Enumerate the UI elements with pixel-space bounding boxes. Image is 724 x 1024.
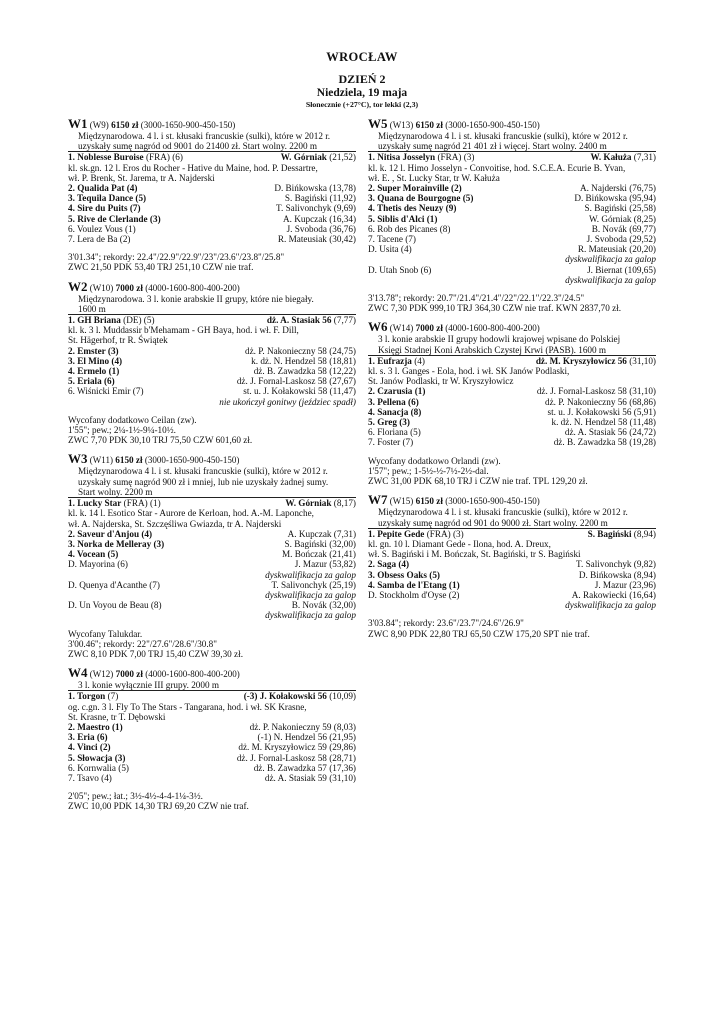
- placing-row: [68, 183, 356, 193]
- placing-row: [368, 407, 656, 417]
- placing-horse: 6. Floriana (5): [368, 427, 421, 438]
- placing-horse: 2. Super Morainville (2): [368, 183, 462, 194]
- placing-horse: 3. Eria (6): [68, 732, 108, 743]
- race-description: Międzynarodowa 4 l. i st. kłusaki francuskie (sulki), które w 2012 r.: [378, 507, 628, 518]
- spacer: [368, 448, 656, 456]
- race-footer-line: Wycofany Talukdar.: [68, 628, 143, 639]
- winner-horse: 1. GH Briana: [68, 315, 121, 326]
- race-subcode: (W9): [89, 120, 109, 130]
- race-note: nie ukończył gonitwy (jeździec spadł): [219, 396, 356, 407]
- race-prize: 6150 zł: [415, 120, 443, 130]
- race-header: [368, 118, 656, 131]
- race-code: W3: [68, 451, 88, 467]
- placing-row: [68, 234, 356, 244]
- placing-rider: W. Górniak (8,25): [588, 213, 656, 224]
- winner-name: 1. Noblesse Buroise (FRA) (6): [68, 152, 183, 163]
- winner-name: 1. Lucky Star (FRA) (1): [68, 498, 161, 509]
- spacer: [68, 407, 356, 415]
- placing-row: [68, 224, 356, 234]
- race-footer-line: 3'13.78"; rekordy: 20.7"/21.4"/21.4"/22"/22.1"/22.3"/24.5": [368, 293, 585, 304]
- race-header: [368, 494, 656, 507]
- placing-rider: B. Novák (69,77): [591, 223, 656, 234]
- placing-rider: J. Mazur (23,96): [594, 579, 656, 590]
- placing-horse: 7. Tacene (7): [368, 234, 416, 245]
- placing-row: [68, 600, 356, 610]
- placing-rider: R. Mateusiak (30,42): [277, 234, 356, 245]
- placing-horse: 7. Lera de Ba (2): [68, 234, 131, 245]
- race-footer-line: Wycofany dodatkowo Orlandi (zw).: [368, 455, 501, 466]
- race-description: Start wolny. 2200 m: [68, 487, 356, 498]
- placing-horse: D. Stockholm d'Oyse (2): [368, 589, 460, 600]
- disqualification-note: dyskwalifikacja za galop: [565, 254, 656, 265]
- race-footer-line: 2'05"; pew.; łat.; 3½-4½-4-4-1¼-3½.: [68, 791, 203, 802]
- placing-horse: 3. Quana de Bourgogne (5): [368, 193, 474, 204]
- race-code: W6: [368, 319, 388, 335]
- winner-row: [68, 498, 356, 508]
- race-description: 3 l. konie wyłącznie III grupy. 2000 m: [68, 680, 356, 691]
- winner-rider: W. Kałuża (7,31): [590, 152, 656, 163]
- placing-row: [68, 580, 356, 590]
- race-header: [368, 321, 656, 334]
- placing-horse: D. Utah Snob (6): [368, 264, 432, 275]
- race-footer-line: ZWC 7,70 PDK 30,10 TRJ 75,50 CZW 601,60 zł.: [68, 435, 253, 446]
- placing-rider: S. Bagiński (25,58): [584, 203, 656, 214]
- winner-row: [368, 356, 656, 366]
- placing-row: [368, 234, 656, 244]
- winner-row: [368, 152, 656, 162]
- race-description: Międzynarodowa 4 l. i st. kłusaki francuskie (sulki), które w 2012 r.: [78, 466, 328, 477]
- placing-horse: 5. Siblis d'Alci (1): [368, 213, 438, 224]
- winner-horse: 1. Torgon: [68, 691, 106, 702]
- placing-horse: 3. Obsess Oaks (5): [368, 569, 440, 580]
- placing-horse: D. Mayorina (6): [68, 559, 128, 570]
- race-block: [68, 118, 356, 273]
- placing-row: [68, 346, 356, 356]
- race-prize: 6150 zł: [415, 496, 443, 507]
- placing-row: [368, 427, 656, 437]
- race-description: uzyskały sumę nagród 21 401 zł i więcej. Start wolny. 2400 m: [368, 141, 656, 152]
- winner-row: [68, 152, 356, 162]
- placing-horse: 4. Vocean (5): [68, 549, 119, 560]
- placing-rider: dż. P. Nakonieczny 58 (24,75): [245, 345, 356, 356]
- race-code: W2: [68, 278, 88, 294]
- placing-horse: D. Usita (4): [368, 244, 412, 255]
- placing-rider: S. Bagiński (11,92): [284, 193, 356, 204]
- placing-rider: D. Bińkowska (13,78): [274, 183, 356, 194]
- race-footer-line: ZWC 10,00 PDK 14,30 TRJ 69,20 CZW nie traf.: [68, 801, 249, 812]
- placing-horse: 3. El Mino (4): [68, 355, 123, 366]
- race-description: Międzynarodowa. 3 l. konie arabskie II grupy, które nie biegały.: [78, 293, 314, 304]
- race-description: uzyskały sumę nagród 900 zł i mniej, lub nie uzyskały żadnej sumy.: [78, 476, 329, 487]
- race-header: [68, 278, 356, 294]
- placing-rider: st. u. J. Kołakowski 58 (11,47): [243, 386, 356, 397]
- placing-rider: dż. J. Fornal-Laskosz 58 (28,71): [236, 752, 356, 763]
- winner-rider-name: W. Górniak: [280, 152, 327, 163]
- race-block: [68, 278, 356, 446]
- race-code: W5: [368, 116, 388, 131]
- placing-horse: 4. Sire du Puits (7): [68, 203, 141, 214]
- placing-rider: dż. A. Stasiak 56 (24,72): [564, 427, 656, 438]
- pedigree-line: wł. A. Najderska, St. Szczęśliwa Gwiazda, tr A. Najderski: [68, 518, 282, 529]
- placing-row: [368, 580, 656, 590]
- race-footer-line: ZWC 31,00 PDK 68,10 TRJ i CZW nie traf. TPL 129,20 zł.: [368, 476, 588, 487]
- placing-row: [68, 214, 356, 224]
- placing-rider: A. Rakowiecki (16,64): [571, 589, 656, 600]
- disqualification-note: dyskwalifikacja za galop: [265, 589, 356, 600]
- race-code: W4: [68, 665, 88, 681]
- placing-rider: B. Novák (32,00): [291, 600, 356, 611]
- pedigree-line: wł. S. Bagiński i M. Bończak, St. Bagiński, tr S. Bagiński: [368, 549, 581, 560]
- winner-horse: 1. Eufrazja: [368, 355, 412, 366]
- race-subcode: (W11): [89, 455, 113, 466]
- placing-horse: 5. Eriala (6): [68, 376, 115, 387]
- race-header: [68, 667, 356, 680]
- placing-horse: 2. Saveur d'Anjou (4): [68, 528, 153, 539]
- placing-horse: 6. Rob des Picanes (8): [368, 223, 451, 234]
- winner-rider-name: S. Bagiński: [587, 528, 632, 539]
- placing-rider: J. Biernat (109,65): [587, 264, 656, 275]
- placing-rider: D. Bińkowska (8,94): [578, 569, 656, 580]
- race-footer-line: ZWC 8,90 PDK 22,80 TRJ 65,50 CZW 175,20 SPT nie traf.: [368, 628, 590, 639]
- winner-rider-name: dż. A. Stasiak 56: [266, 315, 332, 326]
- race-prize-split: (3000-1650-900-450-150): [140, 120, 236, 130]
- placing-rider: A. Kupczak (7,31): [287, 528, 356, 539]
- weather-line: Słonecznie (+27°C), tor lekki (2,3): [305, 100, 419, 109]
- placing-horse: 3. Tequila Dance (5): [68, 193, 147, 204]
- placing-row: [68, 203, 356, 213]
- pedigree-line: St. Hägerhof, tr R. Świątek: [68, 335, 168, 346]
- race-description: Międzynarodowa. 4 l. i st. kłusaki francuskie (sulki), które w 2012 r.: [78, 131, 331, 141]
- pedigree-line: wł. P. Brenk, St. Jarema, tr A. Najderski: [68, 172, 215, 183]
- placing-row: [68, 193, 356, 203]
- placing-horse: 3. Pellena (6): [368, 396, 419, 407]
- race-block: [368, 118, 656, 313]
- disqualification-note: dyskwalifikacja za galop: [265, 569, 356, 580]
- placing-horse: 2. Qualida Pat (4): [68, 183, 138, 194]
- race-description: uzyskały sumę nagród od 901 do 9000 zł. Start wolny. 2200 m: [368, 518, 656, 529]
- placing-row: [368, 244, 656, 254]
- disqualification-note: dyskwalifikacja za galop: [565, 274, 656, 285]
- placing-rider: T. Salivonchyk (9,82): [576, 559, 656, 570]
- race-footer-line: 1'57"; pew.; 1-5½-½-7½-2½-dal.: [368, 465, 489, 476]
- winner-rider: W. Górniak (8,17): [285, 498, 356, 509]
- placing-row: [68, 539, 356, 549]
- race-footer-line: 1'55"; pew.; 2¼-1½-9¼-10½.: [68, 425, 176, 436]
- winner-name: 1. GH Briana (DE) (5): [68, 315, 155, 326]
- placing-horse: 6. Kornwalia (5): [68, 762, 129, 773]
- race-prize-split: (3000-1650-900-450-150): [144, 455, 240, 466]
- placing-horse: 7. Foster (7): [368, 437, 414, 448]
- placing-row: [68, 763, 356, 773]
- winner-name: 1. Nitisa Josselyn (FRA) (3): [368, 152, 475, 163]
- pedigree-line: St. Krasne, tr T. Dębowski: [68, 711, 166, 722]
- placing-row: [368, 590, 656, 600]
- pedigree-line: St. Janów Podlaski, tr W. Kryszyłowicz: [368, 376, 514, 387]
- placing-rider: dż. M. Kryszyłowicz 59 (29,86): [238, 742, 356, 753]
- placing-horse: 3. Norka de Melleray (3): [68, 538, 165, 549]
- winner-row: [68, 315, 356, 325]
- placing-rider: k. dż. N. Hendzel 58 (11,48): [551, 417, 656, 428]
- placing-rider: k. dż. N. Hendzel 58 (18,81): [251, 355, 356, 366]
- disqualification-note: dyskwalifikacja za galop: [265, 610, 356, 621]
- race-subcode: (W12): [89, 669, 114, 680]
- placing-horse: 4. Ermelo (1): [68, 366, 120, 377]
- placing-row: [68, 386, 356, 396]
- race-description: Międzynarodowa 4 l. i st. kłusaki francuskie (sulki), które w 2012 r.: [378, 131, 628, 141]
- winner-rider-name: W. Górniak: [285, 498, 332, 509]
- race-description: 3 l. konie arabskie II grupy hodowli krajowej wpisane do Polskiej: [378, 334, 621, 345]
- race-code: W1: [68, 116, 88, 131]
- placing-rider: st. u. J. Kołakowski 56 (5,91): [547, 406, 656, 417]
- city-title: WROCŁAW: [326, 50, 398, 64]
- placing-row: [68, 549, 356, 559]
- placing-row: [68, 356, 356, 366]
- race-block: [368, 321, 656, 486]
- pedigree-line: wł. E. , St. Lucky Star, tr W. Kałuża: [368, 172, 500, 183]
- placing-horse: 6. Wiśnicki Emir (7): [68, 386, 144, 397]
- winner-rider: (-3) J. Kołakowski 56 (10,09): [243, 691, 356, 702]
- placing-rider: M. Bończak (21,41): [282, 549, 356, 560]
- placing-row: [68, 773, 356, 783]
- placing-rider: A. Kupczak (16,34): [283, 213, 356, 224]
- spacer: [68, 244, 356, 252]
- placing-horse: 4. Vinci (2): [68, 742, 111, 753]
- race-prize: 7000 zł: [115, 282, 143, 293]
- race-prize-split: (4000-1600-800-400-200): [145, 282, 240, 293]
- placing-horse: 6. Voulez Vous (1): [68, 223, 136, 234]
- placing-row: [68, 742, 356, 752]
- race-prize-split: (3000-1650-900-450-150): [445, 120, 540, 130]
- race-prize: 7000 zł: [415, 323, 443, 334]
- placing-rider: dż. B. Zawadzka 58 (12,22): [253, 366, 356, 377]
- placing-horse: 2. Saga (4): [368, 559, 410, 570]
- winner-rider-name: (-3) J. Kołakowski 56: [243, 691, 327, 702]
- race-subcode: (W13): [389, 120, 414, 130]
- disqualification-note: dyskwalifikacja za galop: [565, 600, 656, 611]
- placing-row: [368, 397, 656, 407]
- placing-row: [68, 753, 356, 763]
- race-prize-split: (4000-1600-800-400-200): [445, 323, 540, 334]
- pedigree-line: kl. k. 12 l. Himo Josselyn - Convoitise, hod. S.C.E.A. Ecurie B. Yvan,: [368, 162, 626, 173]
- placing-row: [368, 437, 656, 447]
- placing-horse: D. Quenya d'Acanthe (7): [68, 579, 160, 590]
- placing-row: [368, 417, 656, 427]
- placing-row: [368, 203, 656, 213]
- race-footer-line: ZWC 21,50 PDK 53,40 TRJ 251,10 CZW nie traf.: [68, 262, 254, 273]
- placing-row: [368, 183, 656, 193]
- placing-horse: 4. Sanacja (8): [368, 406, 422, 417]
- placing-row: [368, 386, 656, 396]
- race-header: [68, 453, 356, 466]
- placing-row: [68, 559, 356, 569]
- winner-horse: 1. Lucky Star: [68, 498, 122, 509]
- placing-row: [368, 224, 656, 234]
- placing-horse: 2. Emster (3): [68, 345, 119, 356]
- race-block: [68, 667, 356, 811]
- placing-row: [368, 559, 656, 569]
- placing-rider: T. Salivonchyk (25,19): [271, 579, 356, 590]
- race-block: [68, 453, 356, 659]
- placing-row: [68, 376, 356, 386]
- placing-rider: D. Bińkowska (95,94): [574, 193, 656, 204]
- placing-horse: 5. Rive de Clerlande (3): [68, 213, 161, 224]
- right-column: [368, 118, 656, 647]
- placing-row: [368, 214, 656, 224]
- race-code: W7: [368, 492, 388, 508]
- race-prize-split: (4000-1600-800-400-200): [145, 669, 240, 680]
- placing-rider: dż. P. Nakonieczny 56 (68,86): [545, 396, 656, 407]
- placing-row: [368, 570, 656, 580]
- pedigree-line: kl. sk.gn. 12 l. Eros du Rocher - Hative du Maine, hod. P. Dessartre,: [68, 162, 318, 173]
- placing-rider: J. Svoboda (29,52): [586, 234, 656, 245]
- race-description: uzyskały sumę nagród od 9001 do 21400 zł. Start wolny. 2200 m: [68, 141, 356, 152]
- placing-horse: 2. Maestro (1): [68, 721, 123, 732]
- spacer: [368, 610, 656, 618]
- winner-horse: 1. Nitisa Josselyn: [368, 152, 436, 163]
- race-footer-line: Wycofany dodatkowo Ceilan (zw).: [68, 414, 197, 425]
- placing-horse: 2. Czarusia (1): [368, 386, 426, 397]
- race-prize: 7000 zł: [115, 669, 143, 680]
- pedigree-line: kl. k. 14 l. Esotico Star - Aurore de Kerloan, hod. A.-M. Laponche,: [68, 508, 314, 519]
- placing-rider: dż. J. Fornal-Laskosz 58 (27,67): [236, 376, 356, 387]
- race-block: [368, 494, 656, 638]
- placing-horse: 5. Greg (3): [368, 417, 410, 428]
- race-footer-line: 3'03.84"; rekordy: 23.6"/23.7"/24.6"/26.9": [368, 618, 524, 629]
- spacer: [68, 783, 356, 791]
- placing-row: [68, 529, 356, 539]
- race-footer-line: 3'01.34"; rekordy: 22.4"/22.9"/22.9"/23"/23.6"/23.8"/25.8": [68, 252, 285, 263]
- race-footer-line: ZWC 7,30 PDK 999,10 TRJ 364,30 CZW nie traf. KWN 2837,70 zł.: [368, 303, 622, 314]
- placing-rider: dż. J. Fornal-Laskosz 58 (31,10): [536, 386, 656, 397]
- winner-rider-name: dż. M. Kryszyłowicz 56: [535, 355, 627, 366]
- winner-horse: 1. Pepite Gede: [368, 528, 425, 539]
- placing-rider: T. Salivonchyk (9,69): [276, 203, 356, 214]
- winner-rider: dż. M. Kryszyłowicz 56 (31,10): [535, 355, 656, 366]
- winner-row: [368, 529, 656, 539]
- winner-name: 1. Pepite Gede (FRA) (3): [368, 528, 464, 539]
- placing-row: [68, 722, 356, 732]
- placing-rider: dż. A. Stasiak 59 (31,10): [264, 772, 356, 783]
- race-header: [68, 118, 356, 131]
- placing-rider: S. Bagiński (32,00): [284, 538, 356, 549]
- pedigree-line: kl. k. 3 l. Muddassir b'Mehamam - GH Baya, hod. i wł. F. Dill,: [68, 325, 299, 336]
- pedigree-line: kl. s. 3 l. Ganges - Eola, hod. i wł. SK Janów Podlaski,: [368, 366, 570, 377]
- placing-rider: (-1) N. Hendzel 56 (21,95): [257, 732, 356, 743]
- placing-horse: 5. Słowacja (3): [68, 752, 126, 763]
- placing-horse: D. Un Voyou de Beau (8): [68, 600, 162, 611]
- placing-rider: R. Mateusiak (20,20): [577, 244, 656, 255]
- spacer: [68, 621, 356, 629]
- pedigree-line: kl. gn. 10 l. Diamant Gede - Ilona, hod. A. Dreux,: [368, 538, 551, 549]
- race-description: 1600 m: [68, 304, 356, 315]
- left-column: [68, 118, 356, 820]
- winner-row: [68, 691, 356, 701]
- pedigree-line: og. c.gn. 3 l. Fly To The Stars - Tangarana, hod. i wł. SK Krasne,: [68, 701, 307, 712]
- date-title: Niedziela, 19 maja: [316, 87, 408, 99]
- winner-rider: W. Górniak (21,52): [280, 152, 356, 163]
- race-subcode: (W15): [389, 496, 414, 507]
- placing-horse: 4. Samba de l'Etang (1): [368, 579, 460, 590]
- winner-name: 1. Torgon (7): [68, 691, 119, 702]
- placing-rider: A. Najderski (76,75): [579, 183, 656, 194]
- placing-rider: dż. P. Nakonieczny 59 (8,03): [249, 721, 356, 732]
- race-footer-line: 3'00.46"; rekordy: 22"/27.6"/28.6"/30.8": [68, 638, 218, 649]
- race-subcode: (W10): [89, 282, 114, 293]
- placing-horse: 7. Tsavo (4): [68, 772, 112, 783]
- winner-rider: S. Bagiński (8,94): [587, 528, 656, 539]
- race-prize-split: (3000-1650-900-450-150): [445, 496, 540, 507]
- winner-rider-name: W. Kałuża: [590, 152, 632, 163]
- placing-rider: dż. B. Zawadzka 57 (17,36): [253, 762, 356, 773]
- placing-horse: 4. Thetis des Neuzy (9): [368, 203, 457, 214]
- placing-rider: J. Svoboda (36,76): [286, 223, 356, 234]
- placing-row: [368, 265, 656, 275]
- winner-rider: dż. A. Stasiak 56 (7,77): [266, 315, 356, 326]
- placing-rider: dż. B. Zawadzka 58 (19,28): [553, 437, 656, 448]
- winner-horse: 1. Noblesse Buroise: [68, 152, 144, 163]
- day-title: DZIEŃ 2: [338, 72, 386, 86]
- placing-row: [68, 366, 356, 376]
- placing-row: [368, 193, 656, 203]
- spacer: [368, 285, 656, 293]
- placing-rider: J. Mazur (53,82): [294, 559, 356, 570]
- race-footer-line: ZWC 8,10 PDK 7,00 TRJ 15,40 CZW 39,30 zł.: [68, 648, 243, 659]
- race-description: Księgi Stadnej Koni Arabskich Czystej Krwi (PASB). 1600 m: [368, 345, 656, 356]
- winner-name: 1. Eufrazja (4): [368, 355, 425, 366]
- race-prize: 6150 zł: [115, 455, 143, 466]
- race-prize: 6150 zł: [111, 120, 139, 130]
- placing-row: [68, 732, 356, 742]
- race-subcode: (W14): [389, 323, 414, 334]
